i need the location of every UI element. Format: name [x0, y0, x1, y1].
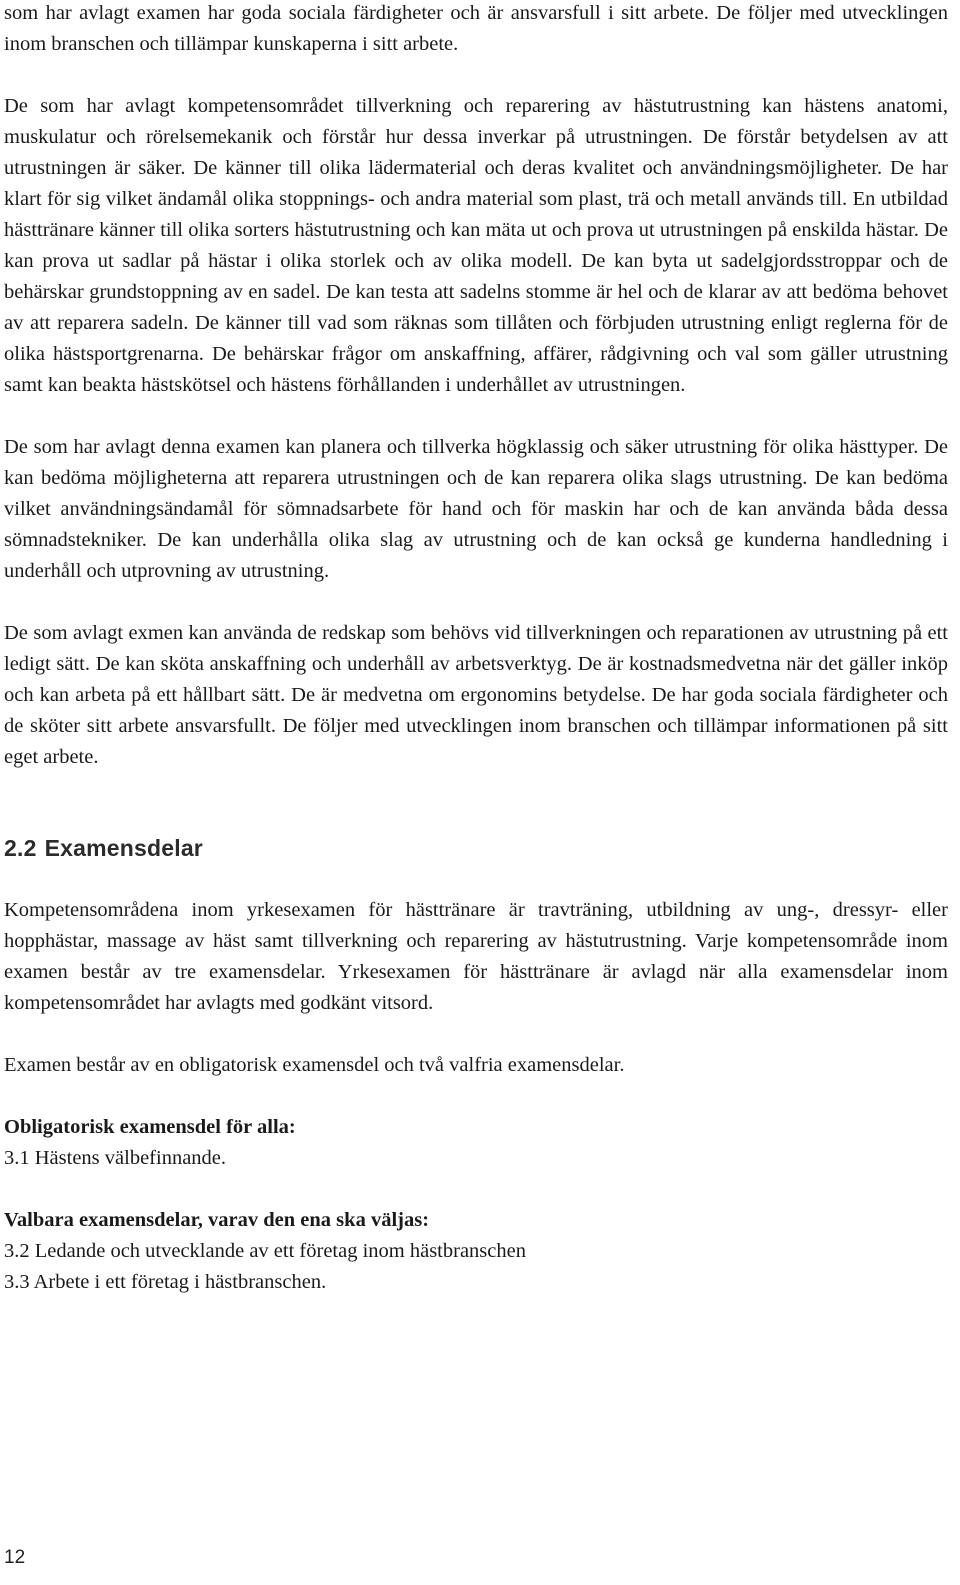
paragraph-equipment-knowledge: De som har avlagt kompetensområdet tillverkning och reparering av hästutrustning kan hästens anatomi, muskulatur och rörelsemekanik och förstår hur dessa inverkar på utrustningen. De förstår betydelsen av att utrustningen är säker. De känner till olika lädermaterial och deras kvalitet och användningsmöjligheter. De har klart för sig vilket ändamål olika stoppnings- och andra material som plast, trä och metall används till. En utbildad hästtränare känner till olika sorters hästutrustning och kan mäta ut och prova ut utrustningen på enskilda hästar. De kan prova ut sadlar på hästar i olika storlek och av olika modell. De kan byta ut sadelgjordsstroppar och de behärskar grundstoppning av en sadel. De kan testa att sadelns stomme är hel och de klarar av att bedöma behovet av att reparera sadeln. De känner till vad som räknas som tillåten och förbjuden utrustning enligt reglerna för de olika hästsportgrenarna. De behärskar frågor om anskaffning, affärer, rådgivning och val som gäller utrustning samt kan beakta hästskötsel och hästens förhållanden i underhållet av utrustningen.	[4, 95, 948, 396]
paragraph-manufacturing-skills: De som har avlagt denna examen kan planera och tillverka högklassig och säker utrustning för olika hästtyper. De kan bedöma möjligheterna att reparera utrustningen och de kan reparera olika slags utrustning. De kan bedöma vilket användningsändamål för sömnadsarbete för hand och för maskin har och de kan använda båda dessa sömnadstekniker. De kan underhålla olika slag av utrustning och de kan också ge kunderna handledning i underhåll och utprovning av utrustning.	[4, 436, 948, 582]
mandatory-item: 3.1 Hästens välbefinnande.	[4, 1147, 227, 1169]
paragraph-spacer	[4, 1174, 948, 1205]
section-number: 2.2	[4, 835, 37, 861]
paragraph-spacer	[4, 587, 948, 618]
paragraph-spacer	[4, 401, 948, 432]
optional-item: 3.3 Arbete i ett företag i hästbranschen.	[4, 1271, 327, 1293]
mandatory-heading: Obligatorisk examensdel för alla:	[4, 1116, 296, 1138]
paragraph-spacer	[4, 60, 948, 91]
section-heading	[4, 831, 948, 865]
paragraph-spacer	[4, 1019, 948, 1050]
document-page	[4, 0, 948, 1298]
paragraph-intro-continued: som har avlagt examen har goda sociala färdigheter och är ansvarsfull i sitt arbete. De följer med utvecklingen inom branschen och tillämpar kunskaperna i sitt arbete.	[4, 2, 948, 55]
optional-heading: Valbara examensdelar, varav den ena ska väljas:	[4, 1209, 430, 1231]
optional-item: 3.2 Ledande och utvecklande av ett företag inom hästbranschen	[4, 1240, 526, 1262]
paragraph-competence-areas: Kompetensområdena inom yrkesexamen för hästtränare är travträning, utbildning av ung-, dressyr- eller hopphästar, massage av häst samt tillverkning och reparering av hästutrustning. Varje kompetensområde inom examen består av tre examensdelar. Yrkesexamen för hästtränare är avlagd när alla examensdelar inom kompetensområdet har avlagts med godkänt vitsord.	[4, 899, 948, 1014]
section-spacer	[4, 773, 948, 831]
section-title: Examensdelar	[44, 835, 203, 861]
paragraph-tools-and-work: De som avlagt exmen kan använda de redskap som behövs vid tillverkningen och reparationen av utrustning på ett ledigt sätt. De kan sköta anskaffning och underhåll av arbetsverktyg. De är kostnadsmedvetna när det gäller inköp och kan arbeta på ett hållbart sätt. De är medvetna om ergonomins betydelse. De har goda sociala färdigheter och de sköter sitt arbete ansvarsfullt. De följer med utvecklingen inom branschen och tillämpar informationen på sitt eget arbete.	[4, 622, 948, 768]
paragraph-spacer	[4, 1081, 948, 1112]
page-number: 12	[4, 1547, 26, 1568]
section-spacer	[4, 865, 948, 895]
paragraph-exam-structure: Examen består av en obligatorisk examensdel och två valfria examensdelar.	[4, 1054, 625, 1076]
